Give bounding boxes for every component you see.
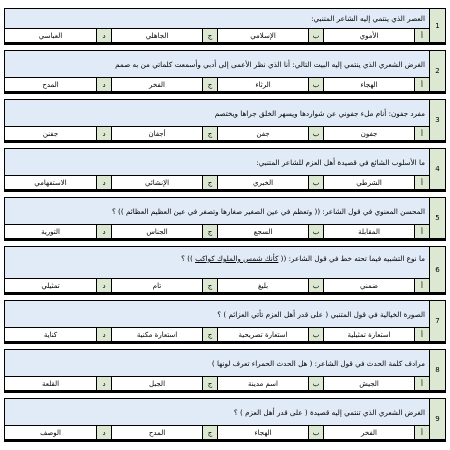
option-a[interactable]: [323, 78, 429, 91]
option-text: الجبل: [111, 377, 202, 390]
question-text: الغرض الشعري الذي ينتمي إليه البيت التالي: أنا الذي نظر الأعمى إلى أدبي وأسمعت كلماتي من به صمم: [5, 51, 429, 78]
option-b[interactable]: [217, 377, 323, 390]
question-4: [4, 148, 446, 192]
option-letter: أ: [414, 225, 429, 238]
option-letter: د: [96, 127, 111, 140]
option-text: الفخر: [111, 78, 202, 91]
question-6: [4, 246, 446, 295]
question-text: ما الأسلوب الشائع في قصيدة أهل العزم للشاعر المتنبي:: [5, 149, 429, 176]
option-text: الإسلامي: [217, 29, 308, 42]
option-letter: ج: [202, 127, 217, 140]
option-text: الفخر: [323, 426, 414, 439]
question-text-underlined: كأنك شمس والملوك كواكب: [195, 254, 279, 263]
option-letter: أ: [414, 377, 429, 390]
option-letter: ب: [308, 426, 323, 439]
option-c[interactable]: [111, 377, 217, 390]
option-d[interactable]: [5, 29, 111, 42]
option-letter: أ: [414, 279, 429, 292]
question-text-before: ما نوع التشبيه فيما تحته خط في قول الشاعر: ((: [278, 254, 425, 263]
option-text: الإنشائي: [111, 176, 202, 189]
option-text: التورية: [41, 227, 60, 236]
option-a[interactable]: [323, 328, 429, 341]
option-a[interactable]: [323, 127, 429, 140]
option-d[interactable]: [5, 279, 111, 292]
option-text: جفنن: [42, 129, 59, 138]
option-letter: أ: [414, 127, 429, 140]
question-number: 5: [429, 198, 445, 238]
option-a[interactable]: [323, 377, 429, 390]
option-letter: ب: [308, 279, 323, 292]
option-letter: ج: [202, 426, 217, 439]
option-text: الهجاء: [217, 426, 308, 439]
option-letter: د: [96, 426, 111, 439]
question-number: 1: [429, 9, 445, 42]
option-a[interactable]: [323, 176, 429, 189]
option-text: الخبري: [217, 176, 308, 189]
option-a[interactable]: [323, 29, 429, 42]
option-text: الهجاء: [323, 78, 414, 91]
option-text: تام: [111, 279, 202, 292]
option-c[interactable]: [111, 328, 217, 341]
option-b[interactable]: [217, 426, 323, 439]
option-b[interactable]: [217, 225, 323, 238]
question-number: 2: [429, 51, 445, 91]
option-letter: د: [96, 377, 111, 390]
option-text: الأموي: [323, 29, 414, 42]
option-a[interactable]: [323, 426, 429, 439]
option-d[interactable]: [5, 426, 111, 439]
option-letter: ب: [308, 176, 323, 189]
question-number: 4: [429, 149, 445, 189]
option-b[interactable]: [217, 29, 323, 42]
option-letter: ج: [202, 279, 217, 292]
option-text: السجع: [217, 225, 308, 238]
option-text: المدح: [42, 80, 59, 89]
question-text: مرادف كلمة الحدث في قول الشاعر: ( هل الحدث الحمراء تعرف لونها ): [5, 350, 429, 377]
option-c[interactable]: [111, 78, 217, 91]
option-letter: ج: [202, 78, 217, 91]
option-c[interactable]: [111, 176, 217, 189]
option-letter: ب: [308, 328, 323, 341]
question-text: مفرد جفون: أنام ملء جفوني عن شواردها ويسهر الخلق جراها ويختصم: [5, 100, 429, 127]
option-b[interactable]: [217, 78, 323, 91]
option-text: الجناس: [111, 225, 202, 238]
option-letter: د: [96, 78, 111, 91]
quiz-sheet: [4, 8, 446, 447]
option-c[interactable]: [111, 29, 217, 42]
option-text: الرثاء: [217, 78, 308, 91]
option-c[interactable]: [111, 225, 217, 238]
option-letter: أ: [414, 78, 429, 91]
option-text: الشرطي: [323, 176, 414, 189]
option-letter: ب: [308, 78, 323, 91]
question-number: 3: [429, 100, 445, 140]
option-text: المقابلة: [323, 225, 414, 238]
option-letter: د: [96, 176, 111, 189]
option-a[interactable]: [323, 279, 429, 292]
option-text: اسم مدينة: [217, 377, 308, 390]
option-text: استعارة مكنية: [111, 328, 202, 341]
option-a[interactable]: [323, 225, 429, 238]
option-d[interactable]: [5, 377, 111, 390]
option-letter: أ: [414, 29, 429, 42]
option-letter: ب: [308, 225, 323, 238]
option-letter: ب: [308, 29, 323, 42]
option-text: الجيش: [323, 377, 414, 390]
option-text: استعارة تمثيلية: [323, 328, 414, 341]
option-text: بليغ: [217, 279, 308, 292]
option-letter: ب: [308, 377, 323, 390]
option-text: الجاهلي: [111, 29, 202, 42]
option-d[interactable]: [5, 328, 111, 341]
question-text-after: )) ؟: [181, 254, 196, 263]
question-text: الصورة الخيالية في قول المتنبي ( على قدر أهل العزم تأتي العزائم ) ؟: [5, 301, 429, 328]
option-text: كناية: [43, 330, 58, 339]
option-text: الاستفهامي: [34, 178, 67, 187]
option-letter: ج: [202, 225, 217, 238]
option-c[interactable]: [111, 127, 217, 140]
question-number: 9: [429, 399, 445, 439]
option-d[interactable]: [5, 176, 111, 189]
option-c[interactable]: [111, 279, 217, 292]
option-text: تمثيلي: [41, 281, 60, 290]
question-2: [4, 50, 446, 94]
option-b[interactable]: [217, 328, 323, 341]
option-letter: ج: [202, 328, 217, 341]
option-text: الوصف: [40, 428, 61, 437]
option-text: جفن: [217, 127, 308, 140]
question-5: [4, 197, 446, 241]
question-8: [4, 349, 446, 393]
question-text: الغرض الشعري الذي تنتمي إليه قصيدة ( على قدر أهل العزم ) ؟: [5, 399, 429, 426]
question-9: [4, 398, 446, 442]
option-b[interactable]: [217, 279, 323, 292]
option-letter: د: [96, 225, 111, 238]
option-letter: أ: [414, 426, 429, 439]
option-letter: د: [96, 279, 111, 292]
option-letter: أ: [414, 176, 429, 189]
option-text: القلعة: [41, 379, 60, 388]
question-number: 6: [429, 247, 445, 292]
option-text: جفون: [323, 127, 414, 140]
option-text: استعارة تصريحية: [217, 328, 308, 341]
option-text: العباسي: [38, 31, 63, 40]
option-text: ضمني: [323, 279, 414, 292]
option-d[interactable]: [5, 225, 111, 238]
question-1: [4, 8, 446, 45]
option-d[interactable]: [5, 127, 111, 140]
question-text: المحسن المعنوي في قول الشاعر: (( وتعظم في عين الصغير صغارها وتصغر في عين العظيم العظائم )) ؟: [5, 198, 429, 225]
option-letter: أ: [414, 328, 429, 341]
question-number: 7: [429, 301, 445, 341]
option-letter: د: [96, 328, 111, 341]
option-c[interactable]: [111, 426, 217, 439]
option-text: المدح: [111, 426, 202, 439]
question-text: العصر الذي ينتمي إليه الشاعر المتنبي:: [5, 9, 429, 29]
option-text: أجفان: [111, 127, 202, 140]
option-letter: ج: [202, 377, 217, 390]
question-3: [4, 99, 446, 143]
question-text: [5, 247, 429, 279]
option-b[interactable]: [217, 127, 323, 140]
question-7: [4, 300, 446, 344]
question-number: 8: [429, 350, 445, 390]
option-d[interactable]: [5, 78, 111, 91]
option-letter: ج: [202, 29, 217, 42]
option-letter: ب: [308, 127, 323, 140]
option-b[interactable]: [217, 176, 323, 189]
option-letter: ج: [202, 176, 217, 189]
option-letter: د: [96, 29, 111, 42]
